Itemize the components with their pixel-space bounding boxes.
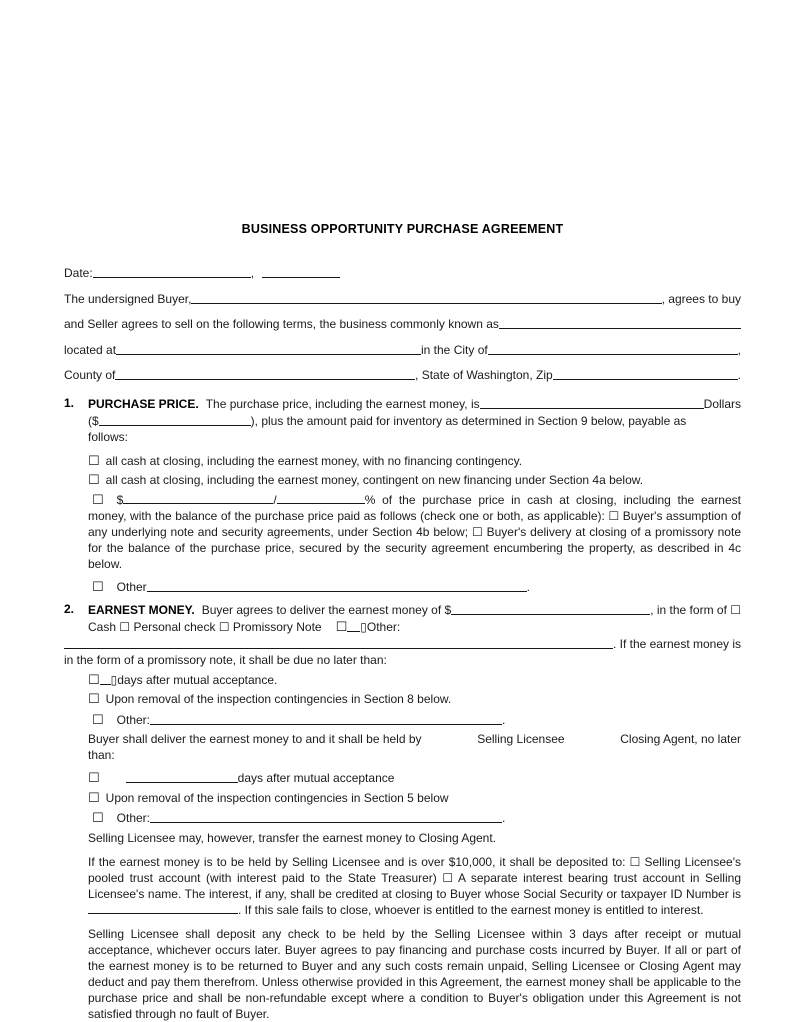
deposit-text-a: If the earnest money is to be held by Selling Licensee and is over $10,000, it shall be deposited to: ☐ Selling Licensee's pooled trust account (with interest paid to the State Treasurer) ☐ A separate interest bearing trust account in Selling Licensee's name. The interest, if any, shall be credited at closing to Buyer whose Social Security or taxpayer ID Number is bbox=[88, 854, 741, 901]
check-deposit-paragraph: Selling Licensee shall deposit any check to be held by the Selling Licensee within 3 days after receipt or mutual acceptance, whichever occurs later. Buyer agrees to pay financing and purchase costs incurred by Buyer. If all or part of the earnest money is to be returned to Buyer and any such costs remain unpaid, Selling Licensee or Closing Agent may deduct and pay them therefrom. Unless otherwise provided in this Agreement, the earnest money shall be applicable to the purchase price and shall be non-refundable except where a condition to Buyer's obligation under this Agreement is not satisfied through no fault of Buyer. bbox=[88, 926, 741, 1021]
section-number: 2. bbox=[64, 601, 75, 616]
zip-blank bbox=[553, 367, 738, 380]
other-period: . bbox=[502, 712, 506, 727]
city-comma: , bbox=[737, 342, 741, 357]
mini-blank bbox=[100, 672, 111, 685]
buyer-line bbox=[64, 290, 741, 316]
seller-prefix: and Seller agrees to sell on the following terms, the business commonly known as bbox=[64, 317, 499, 331]
held-by-text: Buyer shall deliver the earnest money to and it shall be held by bbox=[88, 732, 422, 746]
intro-block bbox=[64, 264, 741, 392]
deliver-text: Buyer agrees to deliver the earnest money of $ bbox=[201, 602, 452, 617]
upon-removal-5-label: Upon removal of the inspection contingencies in Section 5 below bbox=[105, 790, 449, 805]
option-other-delivery bbox=[88, 809, 741, 826]
year-blank bbox=[262, 265, 340, 278]
checkbox-icon: ☐ bbox=[92, 711, 104, 727]
option-other-label: Other bbox=[116, 579, 147, 594]
other-period: . bbox=[502, 811, 506, 825]
checkbox-icon: ☐ bbox=[88, 472, 100, 487]
option-new-financing bbox=[88, 472, 741, 488]
checkbox-icon: ☐ bbox=[92, 491, 104, 507]
other-label: Other: bbox=[116, 811, 151, 825]
checkbox-icon: ☐ bbox=[92, 578, 104, 594]
section-earnest-money bbox=[64, 601, 741, 1022]
date-blank bbox=[93, 265, 251, 278]
option-all-cash bbox=[88, 453, 741, 469]
option-split-payment bbox=[88, 492, 741, 572]
city-blank bbox=[488, 342, 738, 355]
checkbox-icon: ☐ bbox=[88, 789, 100, 805]
option-days-box bbox=[88, 671, 741, 688]
price-numeric-blank bbox=[99, 413, 251, 426]
transfer-note: Selling Licensee may, however, transfer the earnest money to Closing Agent. bbox=[88, 830, 497, 845]
county-blank bbox=[115, 367, 415, 380]
slash: / bbox=[273, 492, 277, 507]
business-name-blank bbox=[499, 316, 741, 329]
mini-blank bbox=[347, 619, 360, 632]
section-heading: EARNEST MONEY. bbox=[88, 602, 195, 617]
earnest-money-line3 bbox=[64, 635, 741, 652]
checkbox-icon: ☐ bbox=[88, 691, 100, 706]
date-line bbox=[64, 264, 741, 290]
days-box-label: ▯days after mutual acceptance. bbox=[110, 672, 278, 687]
option-new-financing-label: all cash at closing, including the earnest money, contingent on new financing under Section 4a below. bbox=[105, 473, 644, 487]
option-other-due bbox=[88, 711, 741, 728]
buyer-suffix: , agrees to buy bbox=[661, 291, 741, 306]
section-number: 1. bbox=[64, 395, 75, 410]
checkbox-icon: ☐ bbox=[335, 618, 348, 634]
follows-label: follows: bbox=[88, 429, 129, 444]
dollar-sign: $ bbox=[116, 492, 124, 507]
section-heading: PURCHASE PRICE. bbox=[88, 396, 199, 411]
days-blank bbox=[126, 770, 238, 783]
buyer-name-blank bbox=[191, 291, 661, 304]
option-split-text: % of the purchase price in cash at closing, including the earnest money, with the balance of the purchase price paid as follows (check one or both, as applicable): ☐ Buyer's assumption of any underlying note and security agreements, under Section 4b below; ☐ Buyer's delivery at closing of a promissory note for the balance of the purchase price, secured by the security agreement encumbering the property, as described in 4c below. bbox=[88, 492, 741, 571]
option-removal-8 bbox=[88, 691, 741, 707]
selling-licensee-option: Selling Licensee bbox=[477, 732, 565, 746]
promissory-wrap-line: in the form of a promissory note, it shall be due no later than: bbox=[64, 652, 387, 667]
deposit-paragraph bbox=[88, 854, 741, 918]
than-label: than: bbox=[88, 748, 115, 762]
checkbox-icon: ☐ bbox=[88, 770, 100, 785]
buyer-prefix: The undersigned Buyer, bbox=[64, 291, 192, 306]
checkbox-icon: ☐ bbox=[88, 671, 100, 687]
located-at-label: located at bbox=[64, 342, 117, 357]
other-delivery-blank bbox=[150, 810, 502, 823]
earnest-amount-blank bbox=[451, 602, 650, 615]
after-paren-text: ), plus the amount paid for inventory as determined in Section 9 below, payable as bbox=[250, 413, 687, 428]
option-all-cash-label: all cash at closing, including the earnest money, with no financing contingency. bbox=[105, 453, 523, 468]
option-removal-5 bbox=[88, 790, 741, 806]
other-period: . bbox=[526, 579, 531, 594]
dollars-label: Dollars bbox=[703, 396, 741, 411]
earnest-money-line1 bbox=[88, 601, 741, 618]
county-line bbox=[64, 366, 741, 392]
if-earnest-suffix: . If the earnest money is bbox=[612, 636, 741, 651]
other-label: Other: bbox=[116, 712, 151, 727]
document-title: BUSINESS OPPORTUNITY PURCHASE AGREEMENT bbox=[241, 222, 564, 236]
form-options: Cash ☐ Personal check ☐ Promissory Note bbox=[88, 619, 322, 634]
cash-amount-blank bbox=[123, 492, 273, 504]
other-due-blank bbox=[150, 712, 502, 725]
city-label: in the City of bbox=[421, 342, 488, 357]
days-after-label: days after mutual acceptance bbox=[237, 771, 395, 785]
county-period: . bbox=[737, 368, 741, 382]
date-comma: , bbox=[250, 266, 255, 280]
paren-open: ($ bbox=[88, 413, 99, 428]
other-blank bbox=[147, 579, 527, 592]
section-purchase-price bbox=[64, 395, 741, 595]
purchase-price-line2 bbox=[88, 412, 741, 429]
other-form-blank bbox=[64, 636, 613, 649]
other-box-label: ▯Other: bbox=[360, 619, 401, 634]
price-words-blank bbox=[480, 396, 704, 409]
earnest-money-line2 bbox=[88, 618, 741, 635]
checkbox-icon: ☐ bbox=[88, 452, 100, 468]
purchase-price-text: The purchase price, including the earnest money, is bbox=[205, 396, 480, 411]
option-days-blank bbox=[88, 769, 741, 786]
county-label: County of bbox=[64, 368, 116, 382]
date-label: Date: bbox=[64, 266, 93, 280]
business-line bbox=[64, 315, 741, 341]
form-of-suffix: , in the form of ☐ bbox=[650, 602, 741, 617]
upon-removal-8-label: Upon removal of the inspection contingencies in Section 8 below. bbox=[105, 692, 452, 706]
deposit-text-b: . If this sale fails to close, whoever is entitled to the earnest money is entitled to interest. bbox=[238, 902, 704, 917]
purchase-price-line1 bbox=[88, 395, 741, 412]
taxpayer-id-blank bbox=[88, 902, 238, 914]
address-blank bbox=[116, 342, 421, 355]
state-zip-label: , State of Washington, Zip bbox=[415, 368, 553, 382]
closing-agent-option: Closing Agent, no later bbox=[620, 732, 741, 746]
checkbox-icon: ☐ bbox=[92, 810, 104, 825]
option-other bbox=[88, 578, 741, 595]
location-line bbox=[64, 341, 741, 367]
held-by-line bbox=[88, 731, 741, 747]
percent-blank bbox=[277, 492, 365, 504]
